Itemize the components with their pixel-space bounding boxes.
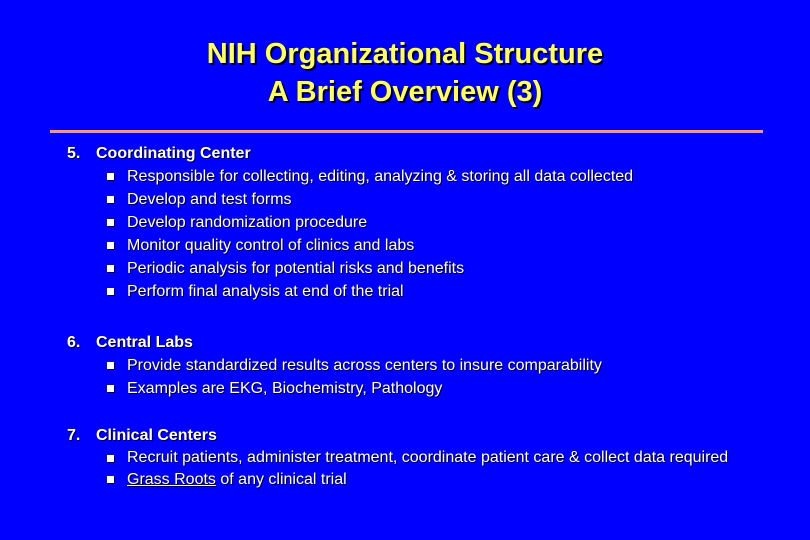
list-item: Monitor quality control of clinics and labs <box>67 234 747 257</box>
square-bullet-icon <box>107 219 114 226</box>
grass-roots-link-text: Grass Roots <box>127 471 216 488</box>
section-title: Central Labs <box>96 334 193 351</box>
list-item: Perform final analysis at end of the trial <box>67 280 747 303</box>
list-item: Recruit patients, administer treatment, coordinate patient care & collect data required <box>67 447 747 468</box>
list-item: Develop randomization procedure <box>67 211 747 234</box>
square-bullet-icon <box>107 476 114 483</box>
section-heading <box>67 424 747 447</box>
title-divider <box>50 130 763 133</box>
square-bullet-icon <box>107 242 114 249</box>
square-bullet-icon <box>107 362 114 369</box>
square-bullet-icon <box>107 173 114 180</box>
section-heading <box>67 331 747 354</box>
title-line-1: NIH Organizational Structure <box>206 38 604 70</box>
square-bullet-icon <box>107 455 114 462</box>
section-title: Clinical Centers <box>96 427 217 444</box>
section-heading <box>67 142 747 165</box>
section-number: 5. <box>67 145 81 162</box>
list-item: Provide standardized results across centers to insure comparability <box>67 354 747 377</box>
section-number: 7. <box>67 427 81 444</box>
section-coordinating-center <box>67 142 747 303</box>
section-title: Coordinating Center <box>96 145 251 162</box>
section-clinical-centers <box>67 424 747 491</box>
list-item: Responsible for collecting, editing, analyzing & storing all data collected <box>67 165 747 188</box>
slide-title <box>0 35 810 111</box>
section-number: 6. <box>67 334 81 351</box>
list-item: Examples are EKG, Biochemistry, Pathology <box>67 377 747 400</box>
list-item: Develop and test forms <box>67 188 747 211</box>
square-bullet-icon <box>107 265 114 272</box>
square-bullet-icon <box>107 385 114 392</box>
section-central-labs <box>67 331 747 400</box>
title-line-2: A Brief Overview (3) <box>267 76 543 108</box>
list-item: Grass Roots of any clinical trial <box>67 468 747 491</box>
square-bullet-icon <box>107 196 114 203</box>
square-bullet-icon <box>107 288 114 295</box>
list-item: Periodic analysis for potential risks and benefits <box>67 257 747 280</box>
